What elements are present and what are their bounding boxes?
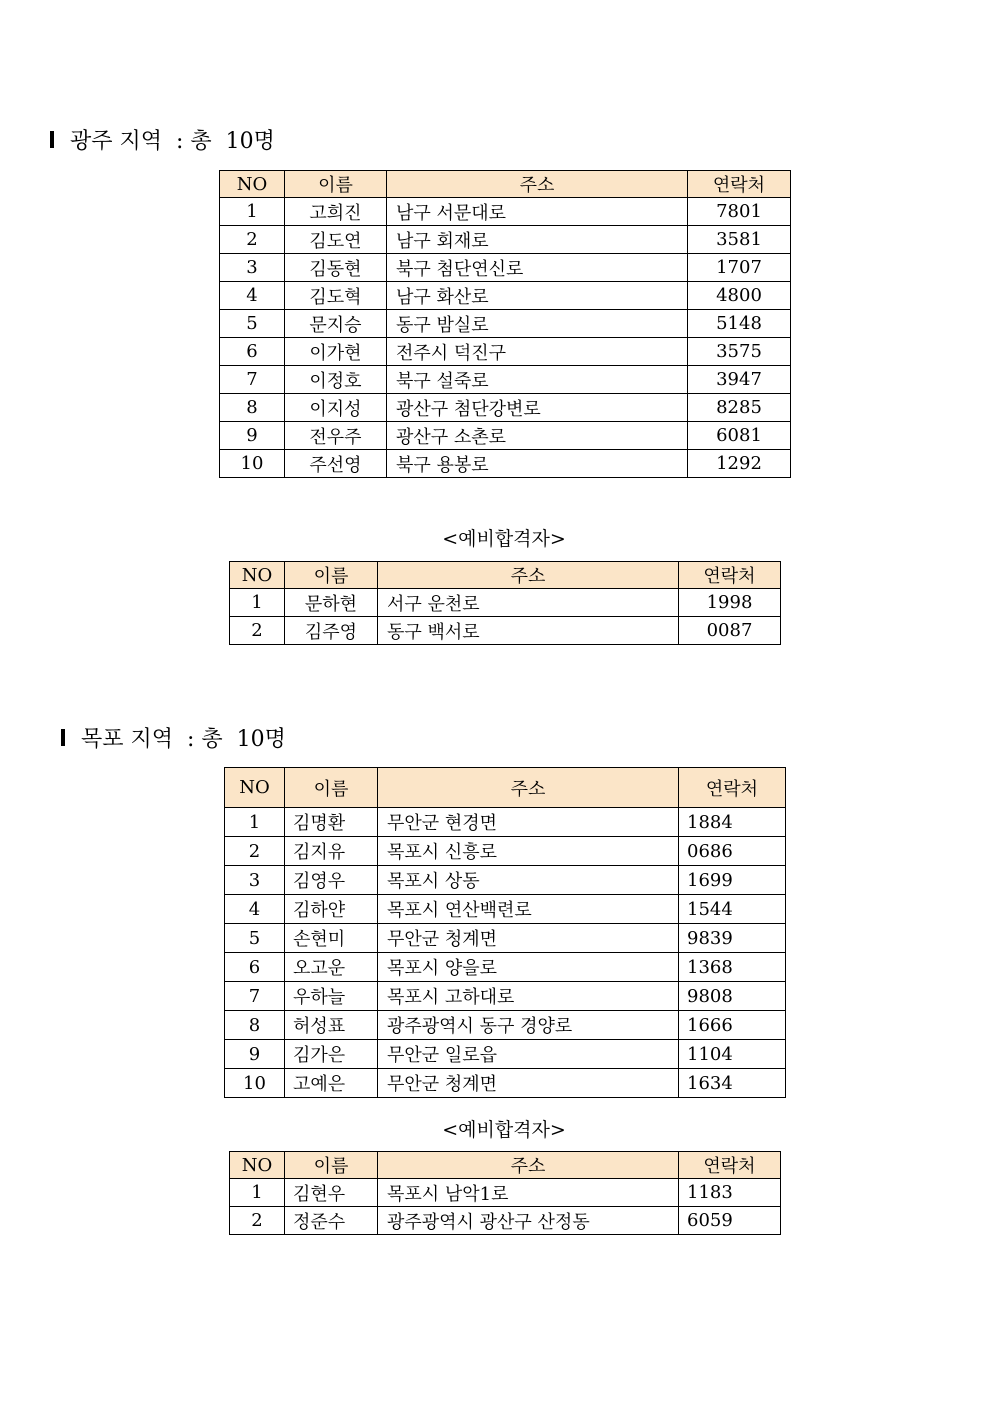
cell-name: 허성표: [285, 1011, 378, 1040]
header-contact: 연락처: [679, 768, 786, 808]
header-contact: 연락처: [688, 171, 791, 198]
cell-contact: 1368: [679, 953, 786, 982]
cell-no: 1: [220, 198, 285, 226]
cell-no: 1: [230, 1179, 285, 1207]
cell-no: 4: [220, 282, 285, 310]
table-row: [225, 895, 786, 924]
cell-no: 6: [220, 338, 285, 366]
table-row: [220, 282, 791, 310]
cell-address: 북구 용봉로: [387, 450, 688, 478]
cell-no: 3: [220, 254, 285, 282]
cell-name: 고예은: [285, 1069, 378, 1098]
table-row: [225, 1040, 786, 1069]
cell-no: 1: [225, 808, 285, 837]
table-row: [230, 617, 781, 645]
cell-name: 김명환: [285, 808, 378, 837]
cell-address: 광산구 소촌로: [387, 422, 688, 450]
header-no: NO: [230, 1152, 285, 1179]
cell-address: 무안군 청계면: [378, 1069, 679, 1098]
cell-contact: 5148: [688, 310, 791, 338]
header-no: NO: [220, 171, 285, 198]
cell-name: 김지유: [285, 837, 378, 866]
table-row: [220, 450, 791, 478]
table-row: [225, 924, 786, 953]
cell-contact: 4800: [688, 282, 791, 310]
gwangju-reserve-title: <예비합격자>: [442, 528, 566, 550]
cell-address: 목포시 상동: [378, 866, 679, 895]
table-header-row: [220, 171, 791, 198]
mokpo-table: [224, 767, 786, 1098]
cell-no: 8: [220, 394, 285, 422]
table-row: [220, 310, 791, 338]
cell-name: 김현우: [285, 1179, 378, 1207]
cell-contact: 3947: [688, 366, 791, 394]
header-no: NO: [230, 562, 285, 589]
gwangju-table: [219, 170, 791, 478]
gwangju-heading: [50, 124, 275, 155]
cell-name: 고희진: [285, 198, 387, 226]
cell-contact: 3581: [688, 226, 791, 254]
cell-contact: 6059: [679, 1207, 781, 1235]
cell-name: 전우주: [285, 422, 387, 450]
cell-name: 김도연: [285, 226, 387, 254]
cell-name: 문하현: [285, 589, 378, 617]
mokpo-reserve-title: <예비합격자>: [442, 1119, 566, 1141]
table-row: [225, 953, 786, 982]
cell-name: 이가현: [285, 338, 387, 366]
table-row: [225, 837, 786, 866]
header-contact: 연락처: [679, 1152, 781, 1179]
cell-contact: 0087: [679, 617, 781, 645]
cell-name: 주선영: [285, 450, 387, 478]
cell-contact: 1998: [679, 589, 781, 617]
cell-no: 6: [225, 953, 285, 982]
cell-no: 10: [220, 450, 285, 478]
cell-name: 손현미: [285, 924, 378, 953]
cell-address: 목포시 연산백련로: [378, 895, 679, 924]
cell-contact: 0686: [679, 837, 786, 866]
cell-address: 남구 서문대로: [387, 198, 688, 226]
cell-no: 8: [225, 1011, 285, 1040]
cell-name: 김하얀: [285, 895, 378, 924]
cell-address: 북구 설죽로: [387, 366, 688, 394]
cell-no: 2: [230, 617, 285, 645]
cell-address: 동구 백서로: [378, 617, 679, 645]
cell-contact: 1634: [679, 1069, 786, 1098]
mokpo-reserve-table: [229, 1151, 781, 1235]
mokpo-heading-text: 목포 지역 : 총 10명: [81, 727, 286, 752]
header-name: 이름: [285, 171, 387, 198]
heading-bullet-icon: [50, 131, 54, 148]
header-address: 주소: [378, 768, 679, 808]
header-no: NO: [225, 768, 285, 808]
cell-name: 김영우: [285, 866, 378, 895]
header-name: 이름: [285, 1152, 378, 1179]
cell-no: 2: [230, 1207, 285, 1235]
cell-name: 문지승: [285, 310, 387, 338]
cell-no: 5: [225, 924, 285, 953]
header-address: 주소: [378, 1152, 679, 1179]
cell-address: 전주시 덕진구: [387, 338, 688, 366]
cell-no: 9: [220, 422, 285, 450]
cell-address: 동구 밤실로: [387, 310, 688, 338]
cell-name: 김가은: [285, 1040, 378, 1069]
cell-address: 목포시 남악1로: [378, 1179, 679, 1207]
table-row: [230, 589, 781, 617]
header-address: 주소: [378, 562, 679, 589]
cell-no: 2: [225, 837, 285, 866]
cell-address: 무안군 현경면: [378, 808, 679, 837]
gwangju-reserve-table: [229, 561, 781, 645]
table-row: [220, 254, 791, 282]
header-name: 이름: [285, 768, 378, 808]
cell-address: 목포시 신흥로: [378, 837, 679, 866]
header-name: 이름: [285, 562, 378, 589]
table-row: [230, 1179, 781, 1207]
cell-address: 목포시 고하대로: [378, 982, 679, 1011]
cell-no: 10: [225, 1069, 285, 1098]
table-header-row: [230, 1152, 781, 1179]
table-row: [220, 366, 791, 394]
table-row: [220, 338, 791, 366]
cell-no: 4: [225, 895, 285, 924]
cell-contact: 8285: [688, 394, 791, 422]
cell-address: 목포시 양을로: [378, 953, 679, 982]
table-row: [220, 198, 791, 226]
table-row: [220, 394, 791, 422]
cell-no: 7: [220, 366, 285, 394]
cell-contact: 9808: [679, 982, 786, 1011]
cell-contact: 9839: [679, 924, 786, 953]
cell-no: 2: [220, 226, 285, 254]
table-row: [225, 1069, 786, 1098]
cell-contact: 1292: [688, 450, 791, 478]
cell-address: 무안군 청계면: [378, 924, 679, 953]
cell-contact: 3575: [688, 338, 791, 366]
cell-no: 9: [225, 1040, 285, 1069]
table-row: [225, 1011, 786, 1040]
cell-name: 이지성: [285, 394, 387, 422]
table-header-row: [230, 562, 781, 589]
cell-no: 7: [225, 982, 285, 1011]
header-address: 주소: [387, 171, 688, 198]
cell-contact: 1183: [679, 1179, 781, 1207]
table-row: [225, 982, 786, 1011]
cell-contact: 1104: [679, 1040, 786, 1069]
cell-contact: 1884: [679, 808, 786, 837]
cell-contact: 1699: [679, 866, 786, 895]
cell-name: 오고운: [285, 953, 378, 982]
table-row: [220, 226, 791, 254]
mokpo-heading: [61, 722, 286, 753]
cell-address: 북구 첨단연신로: [387, 254, 688, 282]
header-contact: 연락처: [679, 562, 781, 589]
cell-address: 남구 회재로: [387, 226, 688, 254]
cell-name: 정준수: [285, 1207, 378, 1235]
heading-bullet-icon: [61, 729, 65, 746]
cell-contact: 1707: [688, 254, 791, 282]
cell-contact: 1666: [679, 1011, 786, 1040]
cell-address: 광산구 첨단강변로: [387, 394, 688, 422]
cell-contact: 7801: [688, 198, 791, 226]
cell-address: 광주광역시 광산구 산정동: [378, 1207, 679, 1235]
cell-no: 3: [225, 866, 285, 895]
table-header-row: [225, 768, 786, 808]
cell-name: 김주영: [285, 617, 378, 645]
cell-contact: 1544: [679, 895, 786, 924]
table-row: [220, 422, 791, 450]
cell-no: 5: [220, 310, 285, 338]
cell-name: 김동현: [285, 254, 387, 282]
table-row: [230, 1207, 781, 1235]
table-row: [225, 866, 786, 895]
cell-contact: 6081: [688, 422, 791, 450]
cell-name: 우하늘: [285, 982, 378, 1011]
cell-address: 남구 화산로: [387, 282, 688, 310]
cell-address: 무안군 일로읍: [378, 1040, 679, 1069]
cell-no: 1: [230, 589, 285, 617]
cell-address: 서구 운천로: [378, 589, 679, 617]
cell-address: 광주광역시 동구 경양로: [378, 1011, 679, 1040]
cell-name: 김도혁: [285, 282, 387, 310]
cell-name: 이정호: [285, 366, 387, 394]
gwangju-heading-text: 광주 지역 : 총 10명: [70, 129, 275, 154]
table-row: [225, 808, 786, 837]
